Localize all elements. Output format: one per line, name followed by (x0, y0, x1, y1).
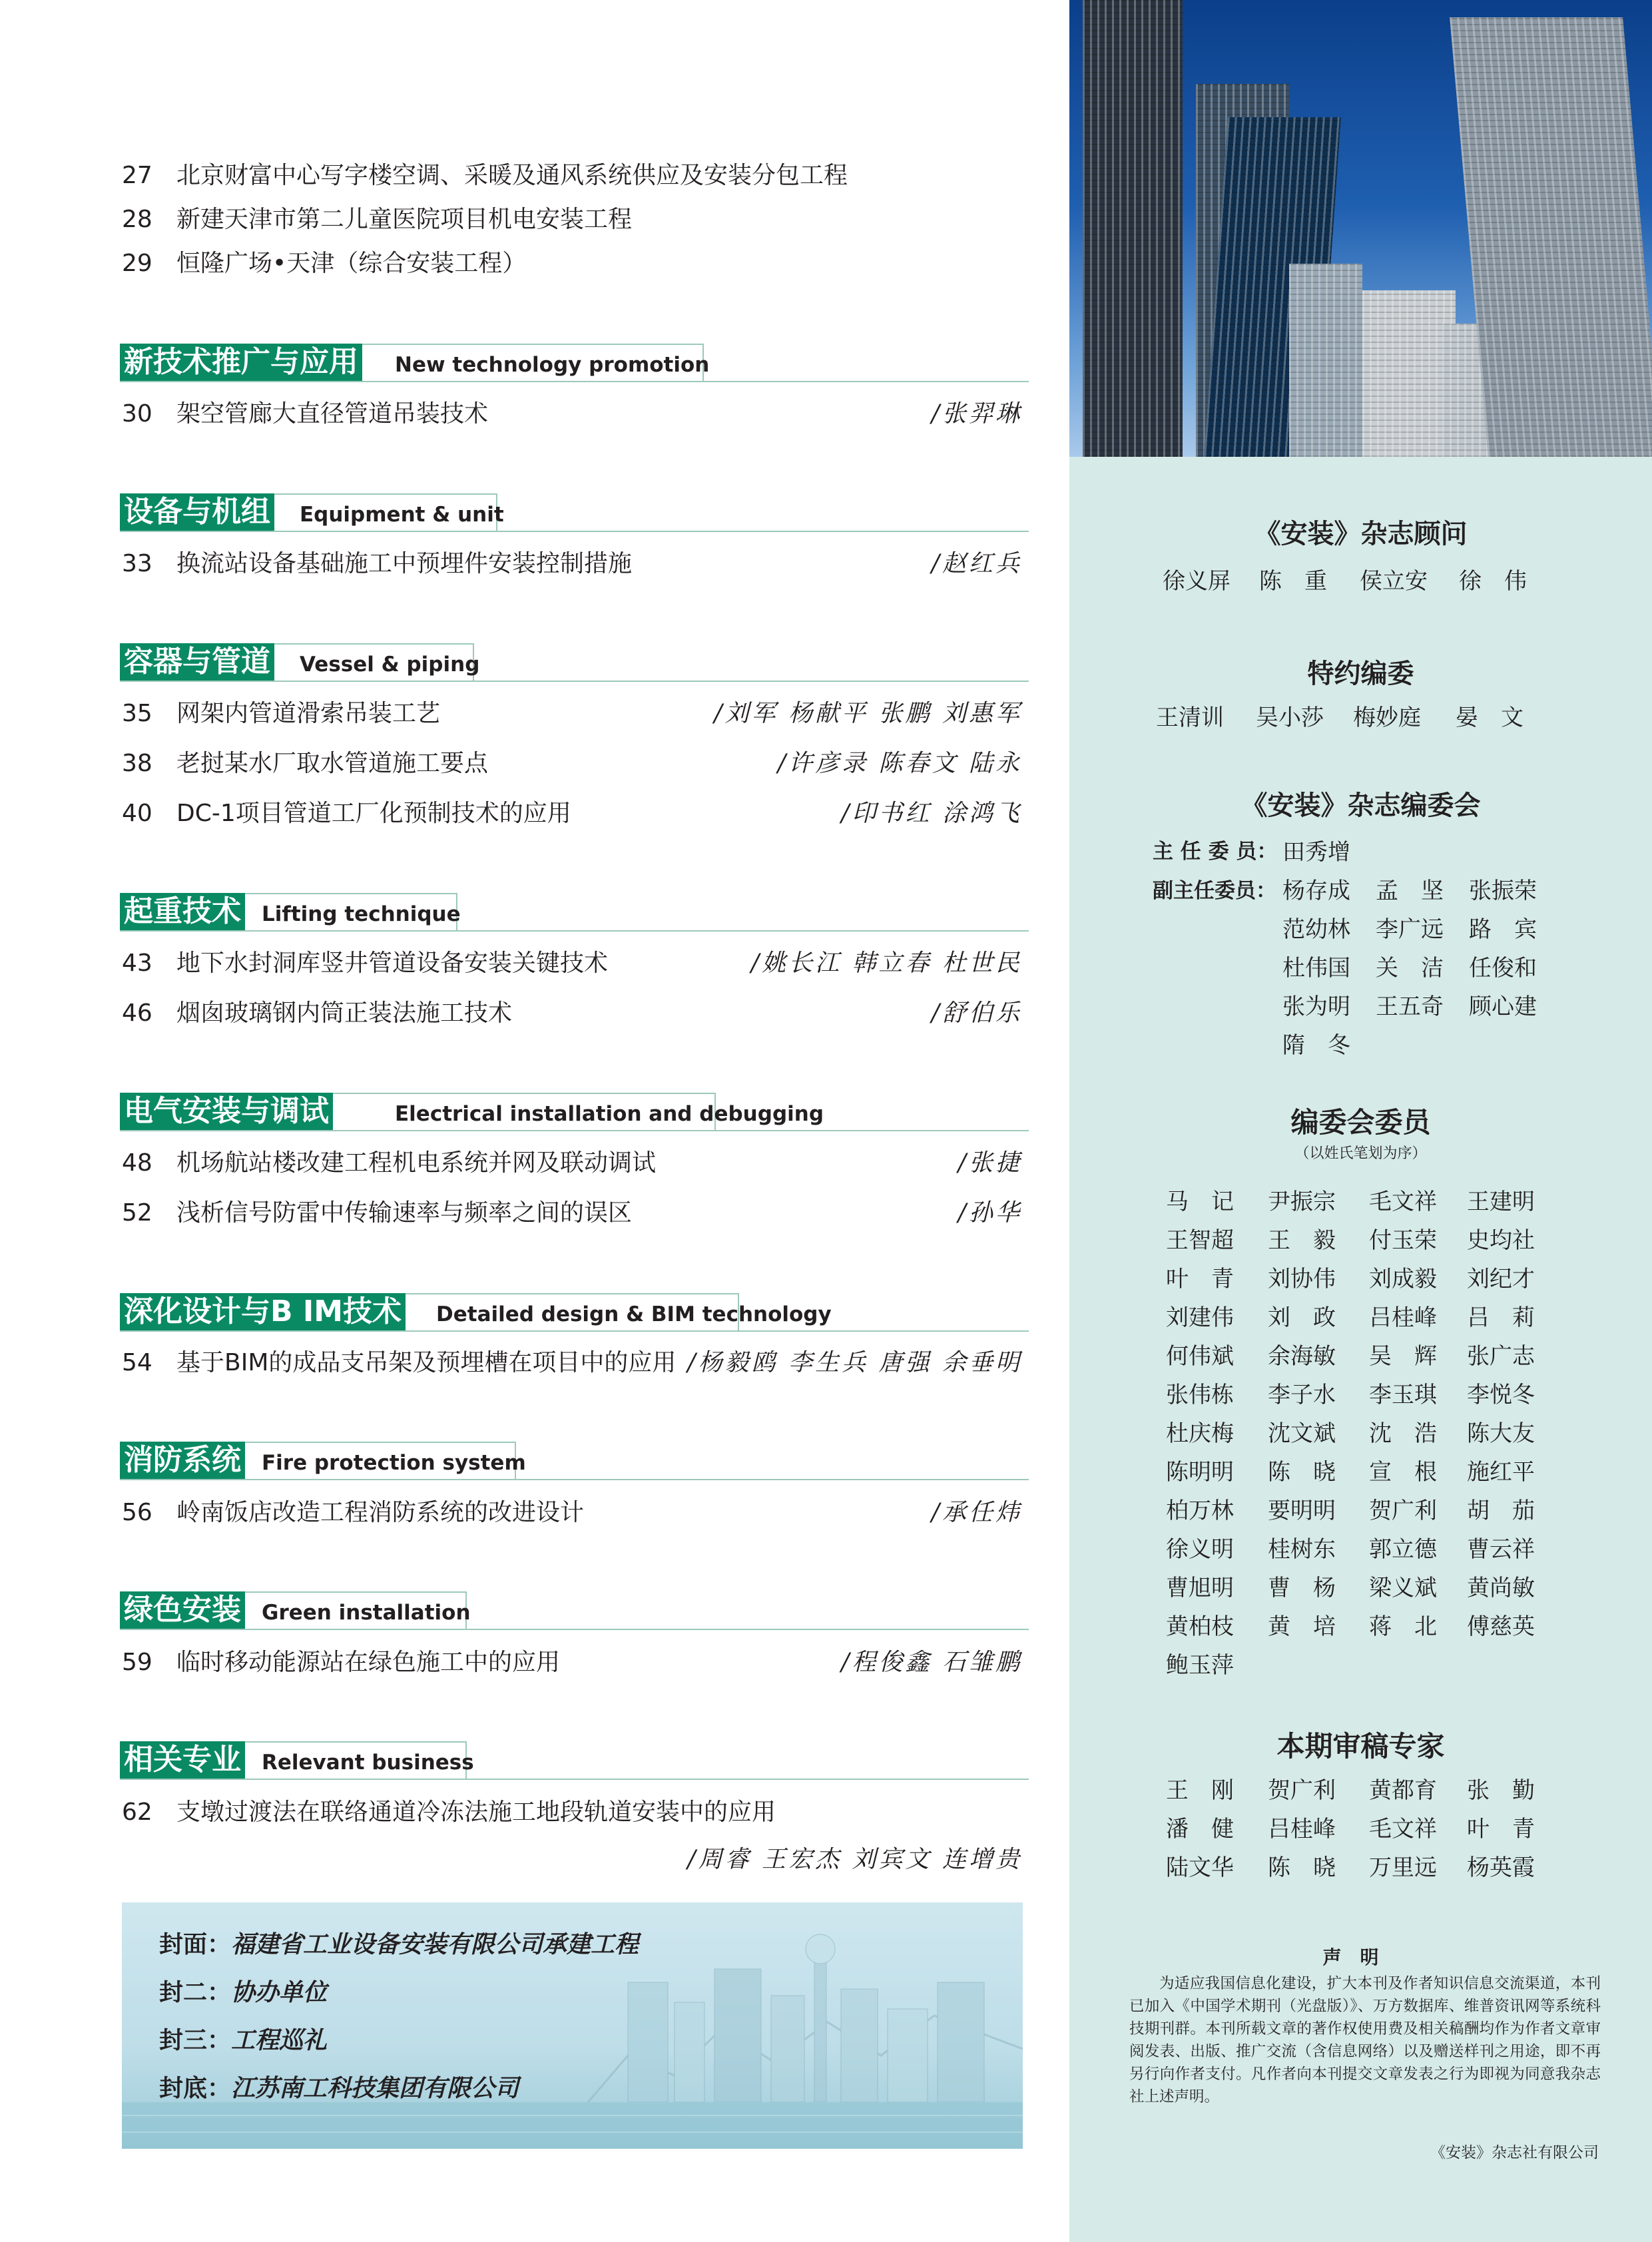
person-name: 王五奇 (1376, 993, 1444, 1020)
person-name: 王智超 (1166, 1227, 1234, 1254)
article-title: DC-1项目管道工厂化预制技术的应用 (176, 800, 571, 827)
person-name: 蒋 北 (1369, 1613, 1437, 1640)
toc-entry[interactable] (122, 1147, 1022, 1179)
person-name: 毛文祥 (1369, 1816, 1437, 1842)
person-name: 刘建伟 (1166, 1304, 1234, 1331)
section-title-en: Equipment & unit (300, 503, 504, 527)
director-name: 田秀增 (1282, 839, 1350, 866)
section-title-en: Green installation (262, 1601, 471, 1625)
person-name: 叶 青 (1166, 1266, 1234, 1292)
article-title: 北京财富中心写字楼空调、采暖及通风系统供应及安装分包工程 (176, 162, 848, 189)
article-author: /杨毅鸥 李生兵 唐强 余垂明 (687, 1349, 1022, 1376)
section-rule (120, 681, 1029, 682)
board-heading: 编委会委员 (1290, 1106, 1431, 1139)
person-name: 曹旭明 (1166, 1575, 1234, 1601)
person-name: 范幼林 (1282, 916, 1350, 943)
person-name: 潘 健 (1166, 1816, 1234, 1842)
editorial-board-panel (1069, 0, 1652, 2242)
person-name: 鲍玉萍 (1166, 1652, 1234, 1679)
person-name: 陈大友 (1467, 1420, 1535, 1447)
section-title-en: Relevant business (262, 1751, 474, 1775)
article-author: /印书红 涂鸿飞 (841, 800, 1022, 827)
person-name: 沈文斌 (1268, 1420, 1336, 1447)
person-name: 要明明 (1268, 1498, 1336, 1524)
article-author: /程俊鑫 石雏鹏 (841, 1649, 1022, 1676)
section-rule (120, 1330, 1029, 1332)
person-name: 侯立安 (1360, 568, 1428, 595)
person-name: 吕桂峰 (1268, 1816, 1336, 1842)
person-name: 杨存成 (1282, 878, 1350, 904)
section-rule (120, 1479, 1029, 1480)
section-rule (120, 930, 1029, 932)
cover-credit-label: 封三： (159, 2027, 232, 2054)
board-heading: 本期审稿专家 (1276, 1730, 1445, 1763)
toc-entry[interactable] (122, 1797, 1022, 1828)
article-title: 恒隆广场•天津（综合安装工程） (176, 250, 527, 277)
person-name: 黄 培 (1268, 1613, 1336, 1640)
article-title: 基于BIM的成品支吊架及预埋槽在项目中的应用 (176, 1349, 677, 1376)
section-header (120, 344, 710, 382)
section-rule (120, 1130, 1029, 1131)
board-heading: 《安装》杂志顾问 (1254, 519, 1468, 549)
toc-entry[interactable] (122, 1647, 1022, 1679)
section-title-en: New technology promotion (395, 353, 710, 377)
board-heading: 《安装》杂志编委会 (1240, 790, 1481, 821)
person-name: 黄尚敏 (1467, 1575, 1535, 1601)
person-name: 梅妙庭 (1353, 704, 1421, 731)
person-name: 吴小莎 (1256, 704, 1324, 731)
article-author: /许彦录 陈春文 陆永 (777, 750, 1022, 777)
toc-entry[interactable] (122, 798, 1022, 830)
section-title-en: Vessel & piping (300, 653, 480, 677)
section-header (120, 893, 460, 932)
person-name: 曹 杨 (1268, 1575, 1336, 1601)
cover-credit-text: 工程巡礼 (231, 2026, 328, 2054)
person-name: 叶 青 (1467, 1816, 1535, 1842)
page-number: 33 (122, 550, 152, 577)
article-author: /张捷 (958, 1149, 1022, 1177)
page-number: 30 (122, 400, 152, 427)
person-name: 吴 辉 (1369, 1343, 1437, 1370)
person-name: 李子水 (1268, 1382, 1336, 1408)
cover-credit-label: 封面： (159, 1931, 232, 1958)
section-rule (120, 1779, 1029, 1780)
article-title: 临时移动能源站在绿色施工中的应用 (176, 1649, 561, 1676)
section-header (120, 493, 504, 532)
cover-credit (159, 2022, 327, 2056)
person-name: 晏 文 (1456, 704, 1523, 731)
toc-entry[interactable] (122, 1497, 1022, 1529)
section-title-zh: 相关专业 (120, 1741, 245, 1779)
person-name: 沈 浩 (1369, 1420, 1437, 1447)
person-name: 顾心建 (1469, 993, 1537, 1020)
toc-entry[interactable] (122, 948, 1022, 980)
members-note: （以姓氏笔划为序） (1294, 1145, 1427, 1162)
cover-credit (159, 1926, 639, 1960)
section-title-zh: 起重技术 (120, 893, 245, 930)
cover-credit-text: 江苏南工科技集团有限公司 (231, 2074, 519, 2102)
person-name: 徐义明 (1166, 1536, 1234, 1563)
page-number: 48 (122, 1149, 152, 1177)
article-title: 架空管廊大直径管道吊装技术 (176, 400, 489, 427)
section-header (120, 1293, 832, 1332)
article-author: /孙华 (958, 1199, 1022, 1227)
section-title-zh: 设备与机组 (120, 493, 274, 531)
skyscrapers-photo (1069, 0, 1652, 457)
person-name: 黄柏枝 (1166, 1613, 1234, 1640)
director-label: 主 任 委 员： (1153, 840, 1278, 864)
article-title: 机场航站楼改建工程机电系统并网及联动调试 (176, 1149, 657, 1177)
person-name: 曹云祥 (1467, 1536, 1535, 1563)
person-name: 陈明明 (1166, 1459, 1234, 1486)
page-number: 43 (122, 950, 152, 977)
declaration-title: 声 明 (1322, 1946, 1379, 1968)
article-author: /周睿 王宏杰 刘宾文 连增贵 (687, 1846, 1022, 1873)
article-title: 岭南饭店改造工程消防系统的改进设计 (176, 1499, 585, 1526)
person-name: 贺广利 (1268, 1777, 1336, 1804)
cover-credits-panel (122, 1902, 1023, 2149)
toc-entry[interactable] (122, 748, 1022, 780)
person-name: 王 刚 (1166, 1777, 1234, 1804)
person-name: 王建明 (1467, 1189, 1535, 1215)
page-number: 56 (122, 1499, 152, 1526)
page-number: 59 (122, 1649, 152, 1676)
person-name: 李广远 (1376, 916, 1444, 943)
person-name: 陈 晓 (1268, 1459, 1336, 1486)
person-name: 贺广利 (1369, 1498, 1437, 1524)
person-name: 杜伟国 (1282, 955, 1350, 981)
toc-entry[interactable] (122, 548, 1022, 580)
section-rule (120, 531, 1029, 532)
article-author: /刘军 杨献平 张鹏 刘惠军 (714, 700, 1022, 727)
person-name: 郭立德 (1369, 1536, 1437, 1563)
person-name: 张广志 (1467, 1343, 1535, 1370)
person-name: 刘纪才 (1467, 1266, 1535, 1292)
person-name: 张振荣 (1469, 878, 1537, 904)
toc-entry[interactable] (122, 204, 1022, 236)
page-number: 46 (122, 999, 152, 1027)
person-name: 徐义屏 (1163, 568, 1231, 595)
article-title: 网架内管道滑索吊装工艺 (176, 700, 441, 727)
cover-credit (159, 2070, 519, 2103)
declaration-body: 为适应我国信息化建设，扩大本刊及作者知识信息交流渠道，本刊已加入《中国学术期刊（光盘版）》、万方数据库、维普资讯网等系统科技期刊群。本刊所载文章的著作权使用费及相关稿酬均作为作者文章审阅发表、出版、推广交流（含信息网络）以及赠送样刊之用途，即不再另行向作者支付。凡作者向本刊提交文章发表之行为即视为同意我杂志社上述声明。 (1129, 1975, 1601, 2105)
cover-credit (159, 1974, 327, 2008)
person-name: 付玉荣 (1369, 1227, 1437, 1254)
page-number: 29 (122, 250, 152, 277)
article-author: /舒伯乐 (931, 999, 1022, 1027)
person-name: 黄都育 (1369, 1777, 1437, 1804)
section-title-en: Detailed design & BIM technology (436, 1302, 832, 1326)
person-name: 徐 伟 (1459, 568, 1527, 595)
cover-credit-label: 封底： (159, 2075, 232, 2102)
section-title-en: Electrical installation and debugging (395, 1102, 824, 1126)
person-name: 张伟栋 (1166, 1382, 1234, 1408)
person-name: 王清训 (1156, 704, 1224, 731)
person-name: 任俊和 (1469, 955, 1537, 981)
section-rule (120, 1629, 1029, 1630)
section-header (120, 1741, 474, 1780)
person-name: 吕 莉 (1467, 1304, 1535, 1331)
person-name: 陆文华 (1166, 1854, 1234, 1881)
deputy-label: 副主任委员： (1153, 879, 1276, 903)
person-name: 吕桂峰 (1369, 1304, 1437, 1331)
section-header (120, 1442, 526, 1480)
person-name: 李玉琪 (1369, 1382, 1437, 1408)
person-name: 杨英霞 (1467, 1854, 1535, 1881)
person-name: 刘协伟 (1268, 1266, 1336, 1292)
article-author: /赵红兵 (931, 550, 1022, 577)
person-name: 关 洁 (1376, 955, 1444, 981)
article-title: 新建天津市第二儿童医院项目机电安装工程 (176, 206, 633, 233)
person-name: 刘成毅 (1369, 1266, 1437, 1292)
person-name: 何伟斌 (1166, 1343, 1234, 1370)
page-number: 28 (122, 206, 152, 233)
person-name: 张 勤 (1467, 1777, 1535, 1804)
article-title: 地下水封洞库竖井管道设备安装关键技术 (176, 950, 609, 977)
person-name: 宣 根 (1369, 1459, 1437, 1486)
page-number: 35 (122, 700, 152, 727)
toc-entry[interactable] (122, 698, 1022, 730)
toc-entry[interactable] (122, 398, 1022, 430)
article-title: 换流站设备基础施工中预埋件安装控制措施 (176, 550, 633, 577)
toc-entry[interactable] (122, 997, 1022, 1029)
person-name: 杜庆梅 (1166, 1420, 1234, 1447)
section-title-zh: 新技术推广与应用 (120, 344, 362, 381)
person-name: 王 毅 (1268, 1227, 1336, 1254)
person-name: 余海敏 (1268, 1343, 1336, 1370)
person-name: 史均社 (1467, 1227, 1535, 1254)
article-title: 烟囱玻璃钢内筒正装法施工技术 (176, 999, 513, 1027)
page-number: 62 (122, 1799, 152, 1826)
page-number: 38 (122, 750, 152, 777)
section-title-zh: 深化设计与B IM技术 (120, 1293, 406, 1330)
section-title-en: Lifting technique (262, 902, 461, 926)
cover-credit-label: 封二： (159, 1979, 232, 2006)
section-header (120, 1093, 824, 1131)
section-title-en: Fire protection system (262, 1451, 526, 1475)
person-name: 傅慈英 (1467, 1613, 1535, 1640)
section-rule (120, 381, 1029, 382)
person-name: 李悦冬 (1467, 1382, 1535, 1408)
cover-credit-text: 协办单位 (231, 1978, 328, 2006)
page-number: 27 (122, 162, 152, 189)
article-title: 浅析信号防雷中传输速率与频率之间的误区 (176, 1199, 633, 1227)
person-name: 孟 坚 (1376, 878, 1444, 904)
article-title: 支墩过渡法在联络通道冷冻法施工地段轨道安装中的应用 (176, 1799, 776, 1826)
page-number: 52 (122, 1199, 152, 1227)
section-header (120, 1591, 469, 1630)
person-name: 万里远 (1369, 1854, 1437, 1881)
board-heading: 特约编委 (1307, 659, 1414, 689)
cover-credit-text: 福建省工业设备安装有限公司承建工程 (231, 1930, 639, 1958)
page-number: 54 (122, 1349, 152, 1376)
person-name: 隋 冬 (1282, 1032, 1350, 1059)
person-name: 梁义斌 (1369, 1575, 1437, 1601)
section-header (120, 643, 480, 682)
person-name: 柏万林 (1166, 1498, 1234, 1524)
article-author: /承任炜 (931, 1499, 1022, 1526)
person-name: 马 记 (1166, 1189, 1234, 1215)
section-title-zh: 电气安装与调试 (120, 1093, 333, 1130)
person-name: 刘 政 (1268, 1304, 1336, 1331)
person-name: 陈 晓 (1268, 1854, 1336, 1881)
section-title-zh: 消防系统 (120, 1442, 245, 1479)
toc-entry[interactable] (122, 1197, 1022, 1229)
page-number: 40 (122, 800, 152, 827)
person-name: 毛文祥 (1369, 1189, 1437, 1215)
toc-entry[interactable] (122, 160, 1022, 192)
toc-entry[interactable] (122, 1347, 1022, 1379)
person-name: 路 宾 (1469, 916, 1537, 943)
article-author: /姚长江 韩立春 杜世民 (750, 950, 1022, 977)
person-name: 张为明 (1282, 993, 1350, 1020)
person-name: 施红平 (1467, 1459, 1535, 1486)
toc-entry[interactable] (122, 248, 1022, 280)
article-title: 老挝某水厂取水管道施工要点 (176, 750, 489, 777)
section-title-zh: 容器与管道 (120, 643, 274, 681)
person-name: 陈 重 (1259, 568, 1327, 595)
section-title-zh: 绿色安装 (120, 1591, 245, 1629)
person-name: 尹振宗 (1268, 1189, 1336, 1215)
declaration-signature: 《安装》杂志社有限公司 (1430, 2144, 1599, 2161)
person-name: 胡 茄 (1467, 1498, 1535, 1524)
person-name: 桂树东 (1268, 1536, 1336, 1563)
article-author: /张羿琳 (931, 400, 1022, 427)
